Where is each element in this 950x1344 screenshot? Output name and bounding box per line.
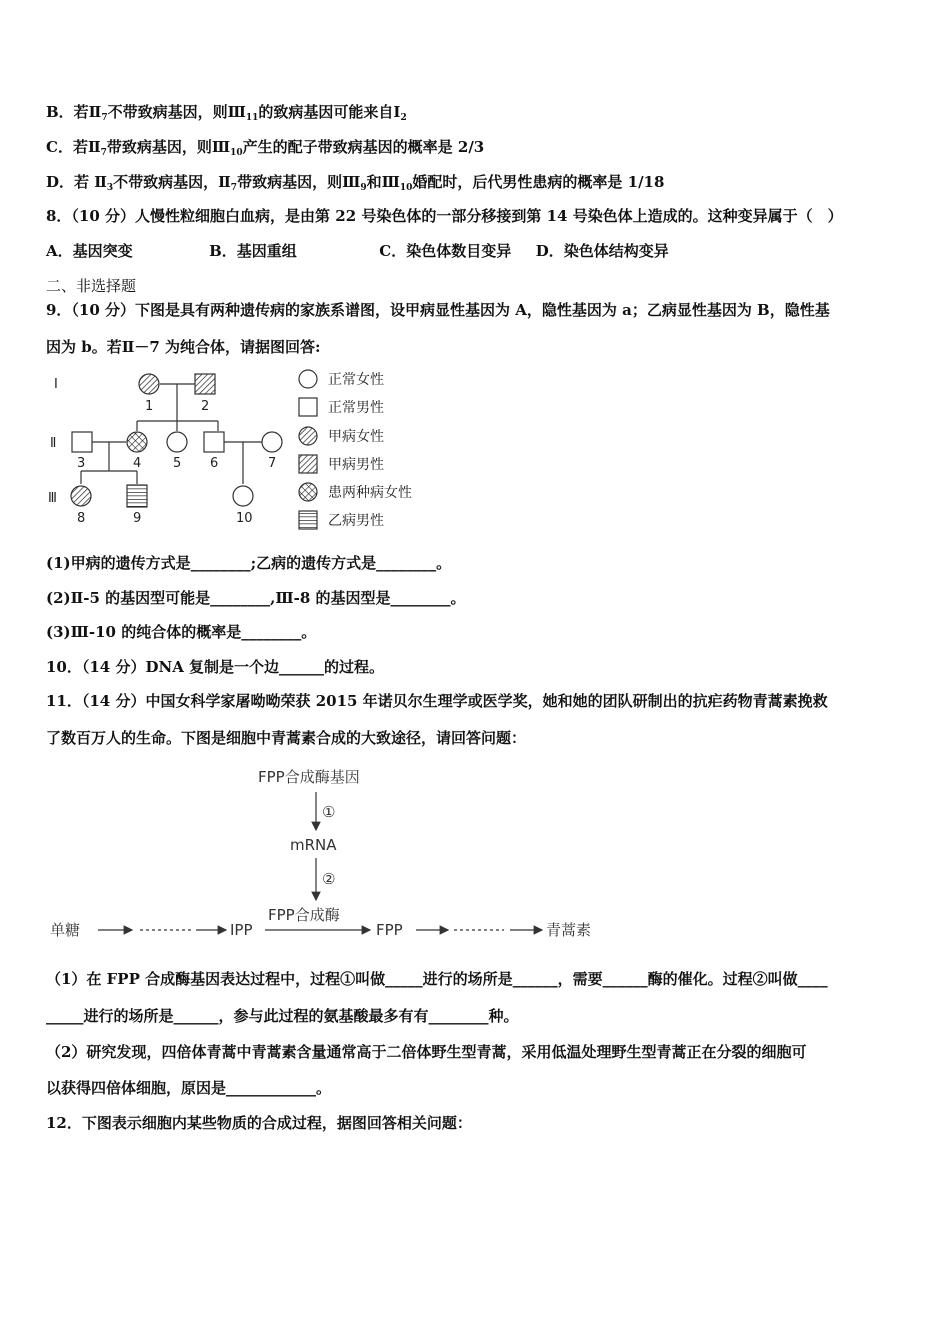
legend-normal-male-icon — [299, 398, 317, 416]
q8-option-d: D．染色体结构变异 — [535, 242, 669, 260]
legend-text-1: 正常女性 — [328, 372, 384, 388]
legend-text-3: 甲病女性 — [328, 429, 384, 445]
q9-stem-1: 9．（10 分）下图是具有两种遗传病的家族系谱图，设甲病显性基因为 A，隐性基因为 a；乙病显性基因为 B，隐性基 — [46, 301, 830, 319]
ipp-label: IPP — [230, 921, 253, 939]
label-2: 2 — [201, 399, 210, 414]
legend-a-female-icon — [299, 427, 317, 445]
q9-part-1: (1)甲病的遗传方式是________;乙病的遗传方式是________。 — [46, 554, 452, 572]
label-5: 5 — [173, 456, 182, 471]
enzyme-label: FPP合成酶 — [268, 906, 340, 924]
pedigree-chart — [40, 366, 440, 536]
label-4: 4 — [133, 456, 142, 471]
gene-label: FPP合成酶基因 — [258, 768, 360, 786]
step-1-label: ① — [322, 803, 336, 821]
q7-option-c: C．若$Ⅱ_7$带致病基因，则$Ⅲ_{10}$产生的配子带致病基因的概率是 2/3 — [46, 138, 485, 158]
q8-option-a: A．基因突变 — [46, 242, 133, 260]
individual-5 — [167, 432, 187, 452]
label-7: 7 — [268, 456, 277, 471]
q10-stem: 10．（14 分）DNA 复制是一个边______的过程。 — [46, 658, 385, 676]
gen-1-label: Ⅰ — [54, 377, 58, 392]
legend-text-4: 甲病男性 — [328, 457, 384, 473]
legend-a-male-icon — [299, 455, 317, 473]
q8-option-c: C．染色体数目变异 — [379, 242, 512, 260]
mrna-label: mRNA — [290, 836, 337, 854]
legend-b-male-icon — [299, 511, 317, 529]
q12-stem: 12．下图表示细胞内某些物质的合成过程，据图回答相关问题： — [46, 1114, 472, 1132]
legend-text-6: 乙病男性 — [328, 513, 384, 529]
sugar-label: 单糖 — [50, 921, 81, 939]
label-10: 10 — [236, 511, 253, 526]
q7-option-b: B．若$Ⅱ_7$不带致病基因，则$Ⅲ_{11}$的致病基因可能来自$Ⅰ_2$ — [46, 103, 407, 123]
q11-part-2b: 以获得四倍体细胞，原因是____________。 — [46, 1079, 332, 1097]
individual-4 — [127, 432, 147, 452]
q8-stem: 8．（10 分）人慢性粒细胞白血病，是由第 22 号染色体的一部分移接到第 14 号染色体上造成的。这种变异属于（ ） — [46, 207, 843, 225]
step-2-label: ② — [322, 870, 336, 888]
q11-part-1a: （1）在 FPP 合成酶基因表达过程中，过程①叫做_____进行的场所是______，需要______酶的催化。过程②叫做____ — [46, 970, 828, 988]
legend-text-5: 患两种病女性 — [328, 485, 412, 501]
q7-option-d: D．若 $Ⅱ_3$不带致病基因，$Ⅱ_7$带致病基因，则$Ⅲ_9$和$Ⅲ_{10}$婚配时，后代男性患病的概率是 1/18 — [46, 173, 665, 193]
individual-3 — [72, 432, 92, 452]
label-3: 3 — [77, 456, 86, 471]
individual-2 — [195, 374, 215, 394]
individual-6 — [204, 432, 224, 452]
q9-part-3: (3)Ⅲ-10 的纯合体的概率是________。 — [46, 623, 317, 641]
individual-1 — [139, 374, 159, 394]
legend-text-2: 正常男性 — [328, 400, 384, 416]
gen-3-label: Ⅲ — [48, 491, 57, 506]
individual-8 — [71, 486, 91, 506]
label-8: 8 — [77, 511, 86, 526]
q9-stem-2: 因为 b。若Ⅱ－7 为纯合体，请据图回答: — [46, 338, 321, 356]
artemisinin-label: 青蒿素 — [546, 921, 592, 939]
individual-7 — [262, 432, 282, 452]
q11-part-2a: （2）研究发现，四倍体青蒿中青蒿素含量通常高于二倍体野生型青蒿，采用低温处理野生型青蒿正在分裂的细胞可 — [46, 1043, 807, 1061]
legend-both-female-icon — [299, 483, 317, 501]
artemisinin-pathway-diagram — [40, 760, 620, 950]
q8-options — [46, 241, 669, 261]
q8-option-b: B．基因重组 — [209, 242, 297, 260]
label-1: 1 — [145, 399, 154, 414]
fpp-label: FPP — [376, 921, 403, 939]
legend-normal-female-icon — [299, 370, 317, 388]
section-heading: 二、非选择题 — [46, 277, 137, 295]
label-9: 9 — [133, 511, 142, 526]
q11-stem-1: 11．（14 分）中国女科学家屠呦呦荣获 2015 年诺贝尔生理学或医学奖，她和她的团队研制出的抗疟药物青蒿素挽救 — [46, 692, 828, 710]
q9-part-2: (2)Ⅱ-5 的基因型可能是________,Ⅲ-8 的基因型是________。 — [46, 589, 466, 607]
individual-9 — [127, 485, 147, 507]
individual-10 — [233, 486, 253, 506]
q11-stem-2: 了数百万人的生命。下图是细胞中青蒿素合成的大致途径，请回答问题： — [46, 729, 527, 747]
q11-part-1b: _____进行的场所是______，参与此过程的氨基酸最多有有________种。 — [46, 1007, 519, 1025]
gen-2-label: Ⅱ — [50, 436, 57, 451]
label-6: 6 — [210, 456, 219, 471]
